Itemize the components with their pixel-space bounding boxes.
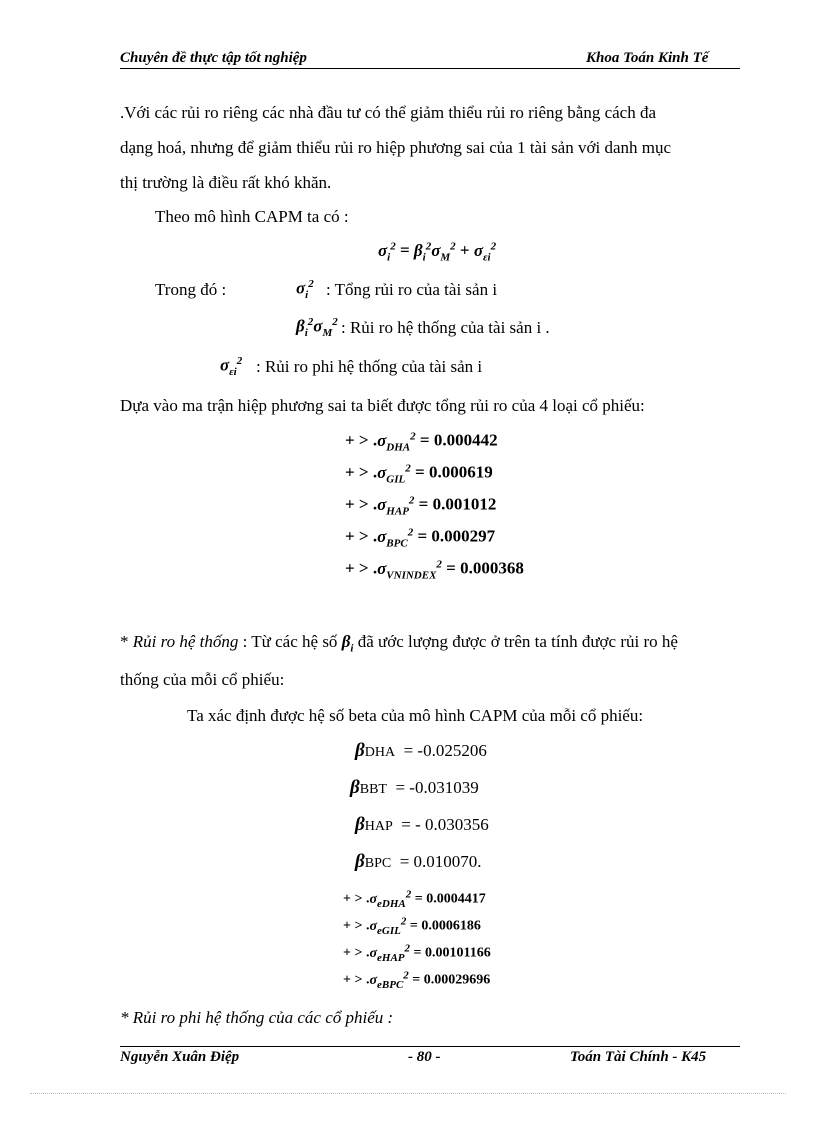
- sys-risk-line1: * Rủi ro hệ thống : Từ các hệ số $\beta_i$ đã ước lượng được ở trên ta tính được rủi ro hệ: [120, 632, 678, 655]
- footer-center: - 80 -: [408, 1049, 441, 1065]
- unsys-title: * Rủi ro phi hệ thống của các cổ phiếu :: [120, 1008, 394, 1027]
- beta-hap: βHAP = - 0.030356: [355, 814, 489, 835]
- beta-sigma-symbol: $\beta_i^2\sigma_M^2$: [296, 316, 338, 340]
- total-risk-dha: + > $.\sigma_{DHA}^2 = 0.000442$: [345, 430, 498, 454]
- beta-bpc: βBPC = 0.010070.: [355, 851, 482, 872]
- where-total: : Tổng rủi ro của tài sản i: [326, 280, 498, 299]
- total-risk-bpc: + > $.\sigma_{BPC}^2 = 0.000297$: [345, 526, 496, 550]
- where-label: Trong đó :: [155, 280, 227, 299]
- resid-risk-dha: + > $.\sigma_{eDHA}^2 = 0.0004417$: [343, 888, 486, 910]
- total-risk-vnindex: + > $.\sigma_{VNINDEX}^2 = 0.000368$: [345, 558, 524, 582]
- where-unsystematic: : Rủi ro phi hệ thống của tài sản i: [256, 357, 483, 376]
- para1-line2: dạng hoá, nhưng để giảm thiểu rủi ro hiệp phương sai của 1 tài sản với danh mục: [120, 138, 672, 157]
- beta-dha: βDHA = -0.025206: [355, 740, 487, 761]
- total-risk-hap: + > $.\sigma_{HAP}^2 = 0.001012$: [345, 494, 497, 518]
- sigma-ei-symbol: $\sigma_{\varepsilon i}^2$: [220, 355, 243, 379]
- header-left: Chuyên đề thực tập tốt nghiệp: [120, 50, 307, 66]
- footer-left: Nguyễn Xuân Điệp: [120, 1049, 240, 1065]
- beta-intro: Ta xác định được hệ số beta của mô hình CAPM của mỗi cổ phiếu:: [187, 706, 644, 725]
- matrix-intro: Dựa vào ma trận hiệp phương sai ta biết được tổng rủi ro của 4 loại cổ phiếu:: [120, 396, 645, 415]
- beta-bbt: βBBT = -0.031039: [350, 777, 479, 798]
- resid-risk-hap: + > $.\sigma_{eHAP}^2 = 0.00101166$: [343, 942, 491, 964]
- header-right: Khoa Toán Kinh Tế: [586, 50, 709, 66]
- capm-formula: $\sigma_i^2 = \beta_i^2\sigma_M^2 + \sigma_{\varepsilon i}^2$: [378, 240, 497, 264]
- total-risk-gil: + > $.\sigma_{GIL}^2 = 0.000619$: [345, 462, 493, 486]
- resid-risk-bpc: + > $.\sigma_{eBPC}^2 = 0.00029696$: [343, 969, 491, 991]
- sigma-i-symbol: $\sigma_i^2$: [296, 278, 314, 302]
- footer-right: Toán Tài Chính - K45: [570, 1049, 707, 1065]
- sys-risk-line2: thống của mỗi cổ phiếu:: [120, 670, 285, 689]
- resid-risk-gil: + > $.\sigma_{eGIL}^2 = 0.0006186$: [343, 915, 481, 937]
- page-bottom-dots: [30, 1093, 786, 1094]
- capm-intro: Theo mô hình CAPM ta có :: [155, 207, 349, 226]
- para1-line3: thị trường là điều rất khó khăn.: [120, 173, 332, 192]
- footer-rule: [120, 1046, 740, 1047]
- para1-line1: .Với các rủi ro riêng các nhà đầu tư có thể giảm thiểu rủi ro riêng bằng cách đa: [120, 103, 657, 122]
- where-systematic: : Rủi ro hệ thống của tài sản i .: [341, 318, 550, 337]
- header-rule: [120, 68, 740, 69]
